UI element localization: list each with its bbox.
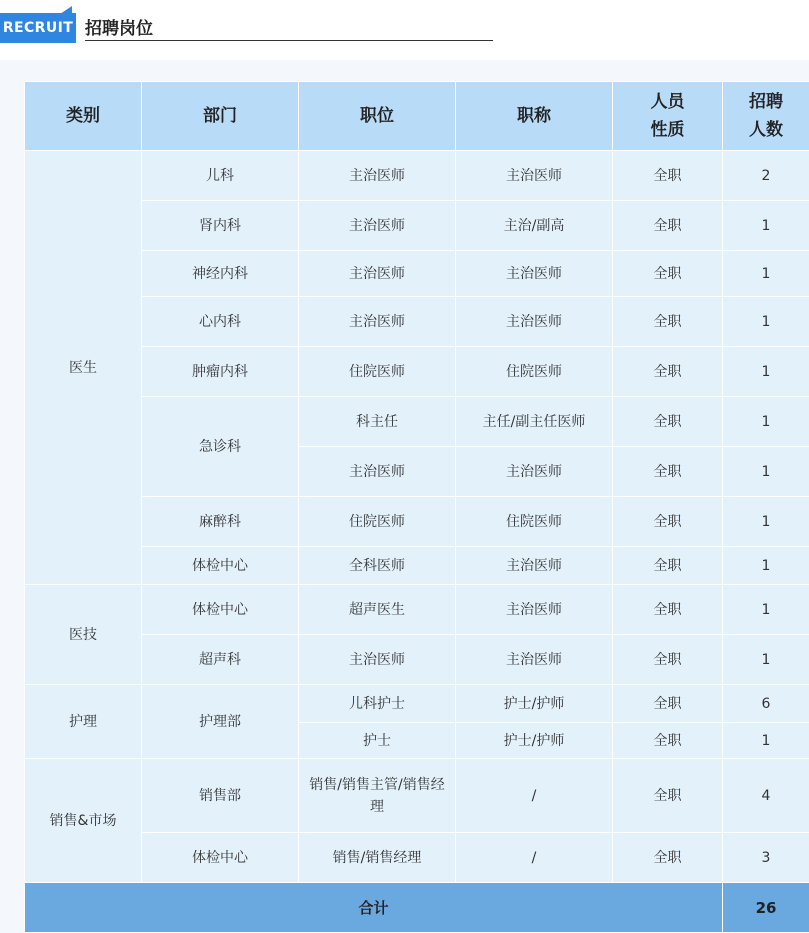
title-cell: 护士/护师: [456, 723, 613, 759]
department-cell: 体检中心: [142, 833, 299, 883]
nature-cell: 全职: [613, 759, 723, 833]
count-cell: 1: [723, 723, 809, 759]
department-cell: 销售部: [142, 759, 299, 833]
department-cell: 儿科: [142, 151, 299, 201]
recruit-badge: RECRUIT: [0, 13, 76, 43]
table-row: [25, 547, 809, 585]
position-cell: [299, 759, 456, 833]
table-row: [25, 251, 809, 297]
total-count: 26: [723, 883, 809, 933]
department-cell: 体检中心: [142, 547, 299, 585]
table-row: [25, 497, 809, 547]
title-cell: /: [456, 833, 613, 883]
nature-cell: 全职: [613, 723, 723, 759]
nature-cell: 全职: [613, 251, 723, 297]
position-cell: 主治医师: [299, 447, 456, 497]
count-cell: 3: [723, 833, 809, 883]
count-cell: 1: [723, 547, 809, 585]
position-cell: 儿科护士: [299, 685, 456, 723]
table-row: [25, 585, 809, 635]
position-cell: 主治医师: [299, 201, 456, 251]
nature-cell: 全职: [613, 447, 723, 497]
table-row: [25, 635, 809, 685]
table-header-row: [25, 82, 809, 151]
category-cell: 医技: [25, 585, 142, 685]
count-cell: 1: [723, 251, 809, 297]
department-cell: 肾内科: [142, 201, 299, 251]
header-position: 职位: [299, 82, 456, 151]
header-nature: [613, 82, 723, 151]
title-cell: 主治/副高: [456, 201, 613, 251]
count-cell: 1: [723, 297, 809, 347]
recruitment-table: [24, 81, 809, 933]
table-row: [25, 397, 809, 447]
position-text: 销售/销售主管/销售经理: [307, 774, 447, 818]
nature-cell: 全职: [613, 151, 723, 201]
position-cell: 销售/销售经理: [299, 833, 456, 883]
count-cell: 1: [723, 585, 809, 635]
position-cell: 主治医师: [299, 297, 456, 347]
count-cell: 1: [723, 397, 809, 447]
category-cell: 护理: [25, 685, 142, 759]
nature-cell: 全职: [613, 347, 723, 397]
table-row: [25, 759, 809, 833]
department-cell: 肿瘤内科: [142, 347, 299, 397]
title-cell: /: [456, 759, 613, 833]
title-cell: 主治医师: [456, 251, 613, 297]
title-cell: 主治医师: [456, 547, 613, 585]
title-cell: 住院医师: [456, 497, 613, 547]
title-cell: 主治医师: [456, 635, 613, 685]
position-cell: 主治医师: [299, 251, 456, 297]
title-cell: 主治医师: [456, 585, 613, 635]
category-cell: 医生: [25, 151, 142, 585]
nature-cell: 全职: [613, 833, 723, 883]
nature-cell: 全职: [613, 585, 723, 635]
table-row: [25, 833, 809, 883]
count-cell: 2: [723, 151, 809, 201]
department-cell: 神经内科: [142, 251, 299, 297]
count-cell: 1: [723, 201, 809, 251]
title-cell: 主治医师: [456, 447, 613, 497]
header-count-line2: 人数: [749, 120, 783, 140]
position-cell: 全科医师: [299, 547, 456, 585]
table-row: [25, 297, 809, 347]
position-cell: 护士: [299, 723, 456, 759]
header-title: 职称: [456, 82, 613, 151]
count-cell: 1: [723, 497, 809, 547]
position-cell: 主治医师: [299, 635, 456, 685]
count-cell: 1: [723, 347, 809, 397]
count-cell: 4: [723, 759, 809, 833]
position-cell: 超声医生: [299, 585, 456, 635]
page-title: 招聘岗位: [85, 14, 153, 39]
position-cell: 科主任: [299, 397, 456, 447]
position-cell: 住院医师: [299, 497, 456, 547]
table-row: [25, 347, 809, 397]
count-cell: 1: [723, 635, 809, 685]
header-nature-line2: 性质: [651, 120, 685, 140]
total-label: 合计: [25, 883, 723, 933]
title-cell: 住院医师: [456, 347, 613, 397]
department-cell: 超声科: [142, 635, 299, 685]
nature-cell: 全职: [613, 201, 723, 251]
header-count: [723, 82, 809, 151]
position-cell: 住院医师: [299, 347, 456, 397]
nature-cell: 全职: [613, 685, 723, 723]
title-underline: [85, 40, 493, 41]
category-cell: 销售&市场: [25, 759, 142, 883]
total-row: [25, 883, 809, 933]
header-category: 类别: [25, 82, 142, 151]
nature-cell: 全职: [613, 397, 723, 447]
header-count-line1: 招聘: [749, 92, 783, 112]
position-cell: 主治医师: [299, 151, 456, 201]
department-cell: 护理部: [142, 685, 299, 759]
header-department: 部门: [142, 82, 299, 151]
title-cell: 主治医师: [456, 151, 613, 201]
title-cell: 主任/副主任医师: [456, 397, 613, 447]
count-cell: 6: [723, 685, 809, 723]
count-cell: 1: [723, 447, 809, 497]
nature-cell: 全职: [613, 635, 723, 685]
nature-cell: 全职: [613, 497, 723, 547]
section-header: [0, 0, 809, 60]
title-cell: 主治医师: [456, 297, 613, 347]
nature-cell: 全职: [613, 297, 723, 347]
header-nature-line1: 人员: [651, 92, 685, 112]
nature-cell: 全职: [613, 547, 723, 585]
department-cell: 体检中心: [142, 585, 299, 635]
table-row: [25, 201, 809, 251]
department-cell: 急诊科: [142, 397, 299, 497]
table-row: [25, 685, 809, 723]
department-cell: 麻醉科: [142, 497, 299, 547]
department-cell: 心内科: [142, 297, 299, 347]
table-row: [25, 151, 809, 201]
title-cell: 护士/护师: [456, 685, 613, 723]
